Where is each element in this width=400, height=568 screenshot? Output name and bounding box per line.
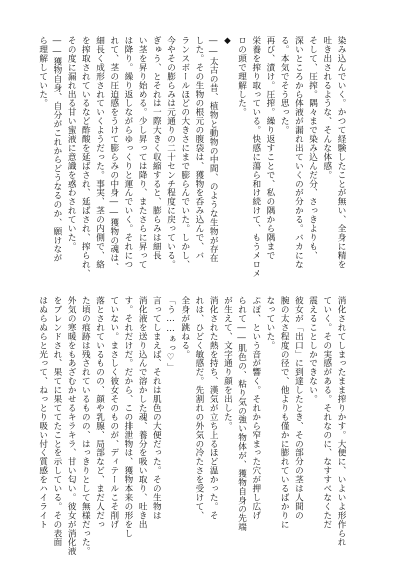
text-column: はぬらぬらと光って、ねっとり吸い付く質感をハイライト bbox=[37, 296, 48, 529]
text-column: 落とされているものの、顔や乳腺、局部など、まだ人だっ bbox=[94, 296, 105, 529]
text-column: ロの頭で理解した。 bbox=[236, 36, 247, 117]
text-column: ていく。その実感がある。それなのに、なすすべなくただ bbox=[321, 296, 332, 529]
upper-text-block bbox=[36, 36, 348, 278]
text-column: 消化されてしまったまま搾りかす。大便に、いよいよ形作られ bbox=[336, 296, 346, 547]
text-column: る。本気でそう思った。 bbox=[279, 36, 290, 135]
dialogue-line: 「う……ぁっ♡」 bbox=[165, 296, 176, 372]
text-column: た頃の痕跡は残されているものの、はっきりとして無様だった。 bbox=[80, 296, 91, 556]
text-column: ら理解していた。 bbox=[37, 36, 48, 108]
text-column: 言ってしまえば、それは肌色の大便だった。その生物は bbox=[151, 296, 162, 520]
text-column: 全身が跳ねる。 bbox=[179, 296, 190, 359]
text-column: 再び、漬け。圧搾。繰り返すことで、私の隅から隅まで bbox=[264, 36, 275, 260]
text-column: ぎゅう、とそれは一際大きく収縮すると、膨らみは細長 bbox=[151, 36, 162, 260]
text-column: した。その生物の根元の腹袋は、獲物を呑み込んで、バ bbox=[193, 36, 204, 260]
text-column: 外気の寒暖をもあざむかせるキラキラ、甘い匂い。彼女が消化液 bbox=[66, 296, 77, 556]
text-column: その度に漏れ出る甘い蜜液に意識を惑わされていた。 bbox=[66, 36, 77, 251]
text-column: そして、圧搾。隅々まで染み込んだ分、さっきよりも、 bbox=[307, 36, 318, 260]
text-column: を搾取されているなど酢酸を延ばされ、延ばされ、搾られ、 bbox=[80, 36, 91, 278]
text-column: 染み込んでいく。かつて経験したことが無い、全身に精を bbox=[336, 36, 346, 269]
lower-text-block bbox=[36, 296, 348, 556]
text-column: をブレンドされ、果てに果ててたことを示している。その表面 bbox=[51, 296, 62, 547]
text-column: 吐き出されるような、そんな体感。 bbox=[321, 36, 332, 180]
text-column: なっていた。 bbox=[264, 296, 275, 350]
text-column: 栄養を搾り取っている。快感に蕩ら和け続けて、もうメロメ bbox=[250, 36, 261, 278]
text-column: 消化液を送り込んで溶かした魂、養分を吸い取り、吐き出 bbox=[137, 296, 148, 529]
text-column: 彼女が「出口」に到達したとき、その部分の茎は人間の bbox=[293, 296, 304, 520]
text-column: 消化された熱を持ち、漢気が立ち上るほど温かった。そ bbox=[208, 296, 219, 520]
text-column: ランスボールほどの大きさにまで膨らんでいた。しかし、 bbox=[179, 36, 190, 269]
text-column: ――太古の昔、植物と動物の中間、のような生物が存在 bbox=[208, 36, 219, 263]
text-column: られて――肌色の、粘り気の強い物体が、獲物自身の先端 bbox=[236, 296, 247, 532]
text-column: 腕の太さ程度の径で、他よりも僅かに膨れているばかりに bbox=[279, 296, 290, 529]
text-column: い茎を昇り始める。少し昇っては降り、またさらに昇って bbox=[137, 36, 148, 269]
text-column: ていない。まさしく彼女そのものが、ディテールこそ削げ bbox=[108, 296, 119, 529]
text-column: が生えて、文字通り顔を出した。 bbox=[222, 296, 233, 431]
text-column: 今やその膨らみは元通りの二十センチ程度に戻っている。 bbox=[165, 36, 176, 269]
text-column: れて、茎の圧迫感をうけて膨らみの中身――獲物の魂は、 bbox=[108, 36, 119, 272]
section-divider-mark: ◆ bbox=[222, 36, 233, 47]
text-column: れは、ひどく敏感だ。先割れの外気の冷たさを受けて、 bbox=[193, 296, 204, 520]
text-column: ぷぽ、という音が響く。それから窄まった穴が押し広げ bbox=[250, 296, 261, 520]
text-column: は降り。繰り返しながらゆっくりと運んでいく。それにつ bbox=[122, 36, 133, 269]
text-column: す。それだけだ。だから、この排泄物は、獲物本来の形をし bbox=[122, 296, 133, 538]
text-column: 深いところから体液が漏れ出ていくのが分かる。バカにな bbox=[293, 36, 304, 269]
text-column: 細長く成形されていくようだった。事実、茎の内側で、絡 bbox=[94, 36, 105, 269]
text-column: ――獲物自身、自分がこれからどうなるのか、願けなが bbox=[51, 36, 62, 263]
text-column: 震えることしかできない。 bbox=[307, 296, 318, 404]
